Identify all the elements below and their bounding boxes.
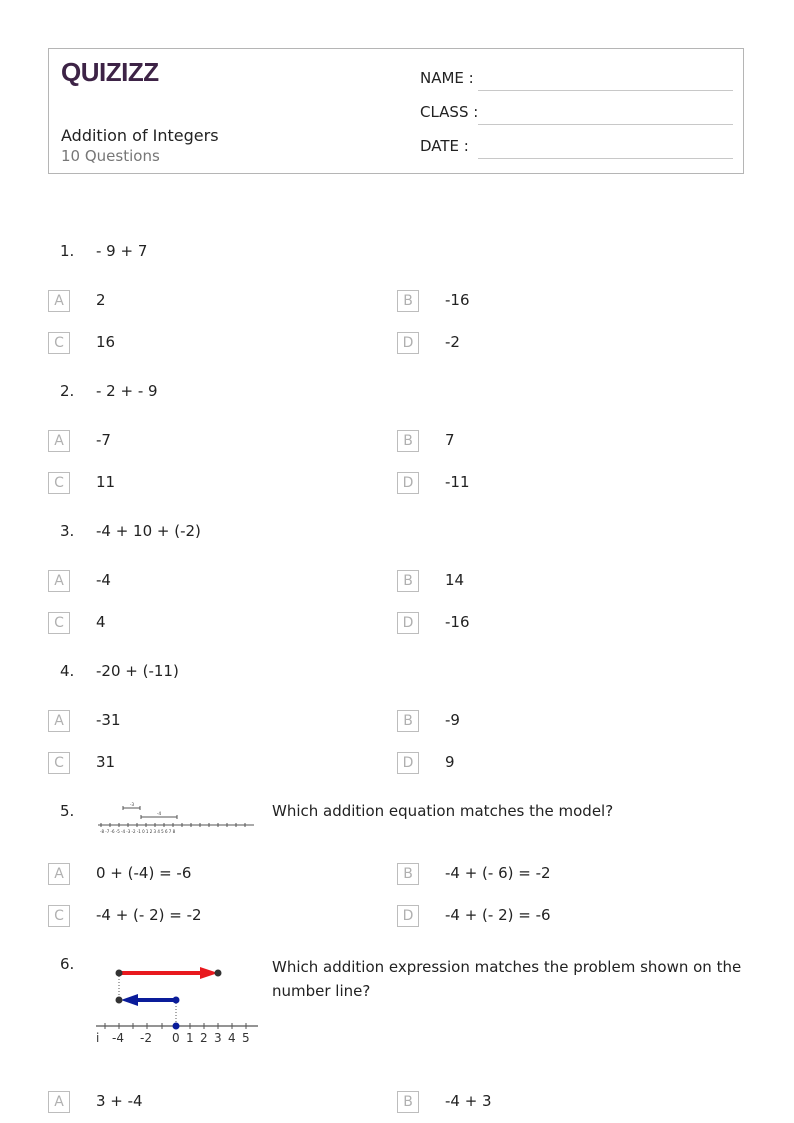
question-text: Which addition expression matches the problem shown on the number line? xyxy=(272,958,742,1000)
option-a: -4 xyxy=(96,571,111,589)
option-a-box[interactable]: A xyxy=(48,290,70,312)
svg-text:2: 2 xyxy=(200,1031,208,1045)
option-d-box[interactable]: D xyxy=(397,332,419,354)
option-b-box[interactable]: B xyxy=(397,710,419,732)
svg-text:5: 5 xyxy=(242,1031,250,1045)
question-number: 5. xyxy=(60,802,75,820)
option-a-box[interactable]: A xyxy=(48,863,70,885)
number-line-arrows-image xyxy=(96,958,261,1048)
question-number: 6. xyxy=(60,955,75,973)
option-a: 0 + (-4) = -6 xyxy=(96,864,192,882)
option-c: 11 xyxy=(96,473,116,491)
question-text: -20 + (-11) xyxy=(96,662,179,680)
name-field[interactable] xyxy=(478,90,733,91)
option-a: 3 + -4 xyxy=(96,1092,143,1110)
option-c-box[interactable]: C xyxy=(48,332,70,354)
option-c-box[interactable]: C xyxy=(48,752,70,774)
option-c-box[interactable]: C xyxy=(48,905,70,927)
question-text: - 2 + - 9 xyxy=(96,382,158,400)
option-b-box[interactable]: B xyxy=(397,570,419,592)
question-number: 3. xyxy=(60,522,75,540)
question-number: 2. xyxy=(60,382,75,400)
svg-text:0: 0 xyxy=(172,1031,180,1045)
svg-text:-2: -2 xyxy=(140,1031,152,1045)
option-b: -9 xyxy=(445,711,460,729)
option-d: -11 xyxy=(445,473,470,491)
option-b: -16 xyxy=(445,291,470,309)
svg-text:1: 1 xyxy=(186,1031,194,1045)
question-count: 10 Questions xyxy=(61,147,160,165)
svg-text:-8 -7 -6 -5 -4 -3 -2 -1 0 1: -8 -7 -6 -5 -4 -3 -2 -1 0 1 2 3 4 5 6 7 8 xyxy=(100,829,176,834)
option-a-box[interactable]: A xyxy=(48,570,70,592)
question-text: - 9 + 7 xyxy=(96,242,148,260)
option-d-box[interactable]: D xyxy=(397,905,419,927)
question-text: -4 + 10 + (-2) xyxy=(96,522,201,540)
date-field[interactable] xyxy=(478,158,733,159)
option-a: -7 xyxy=(96,431,111,449)
option-b: 7 xyxy=(445,431,455,449)
option-c: -4 + (- 2) = -2 xyxy=(96,906,202,924)
option-a-box[interactable]: A xyxy=(48,430,70,452)
option-c: 31 xyxy=(96,753,116,771)
svg-text:-4: -4 xyxy=(112,1031,124,1045)
svg-text:4: 4 xyxy=(228,1031,236,1045)
class-field[interactable] xyxy=(478,124,733,125)
option-b: -4 + (- 6) = -2 xyxy=(445,864,551,882)
option-b: -4 + 3 xyxy=(445,1092,492,1110)
svg-text:i: i xyxy=(96,1031,100,1045)
quizizz-logo: QUIZIZZ xyxy=(61,57,159,87)
worksheet-header xyxy=(48,48,744,174)
option-b-box[interactable]: B xyxy=(397,290,419,312)
option-b-box[interactable]: B xyxy=(397,863,419,885)
option-b: 14 xyxy=(445,571,465,589)
option-d-box[interactable]: D xyxy=(397,752,419,774)
worksheet-title: Addition of Integers xyxy=(61,126,219,145)
option-b-box[interactable]: B xyxy=(397,430,419,452)
option-d: -2 xyxy=(445,333,460,351)
question-number: 4. xyxy=(60,662,75,680)
option-d-box[interactable]: D xyxy=(397,612,419,634)
option-d: -16 xyxy=(445,613,470,631)
date-label: DATE : xyxy=(420,137,469,155)
option-c: 16 xyxy=(96,333,116,351)
option-d: -4 + (- 2) = -6 xyxy=(445,906,551,924)
option-a: 2 xyxy=(96,291,106,309)
option-c-box[interactable]: C xyxy=(48,612,70,634)
svg-text:-4: -4 xyxy=(157,811,161,816)
option-c-box[interactable]: C xyxy=(48,472,70,494)
option-a: -31 xyxy=(96,711,121,729)
option-a-box[interactable]: A xyxy=(48,1091,70,1113)
svg-text:-3: -3 xyxy=(130,802,134,807)
option-d-box[interactable]: D xyxy=(397,472,419,494)
class-label: CLASS : xyxy=(420,103,479,121)
question-text: Which addition equation matches the model? xyxy=(272,802,614,820)
option-d: 9 xyxy=(445,753,455,771)
option-c: 4 xyxy=(96,613,106,631)
question-number: 1. xyxy=(60,242,75,260)
number-line-model-image xyxy=(96,800,256,840)
option-b-box[interactable]: B xyxy=(397,1091,419,1113)
option-a-box[interactable]: A xyxy=(48,710,70,732)
name-label: NAME : xyxy=(420,69,474,87)
svg-text:3: 3 xyxy=(214,1031,222,1045)
